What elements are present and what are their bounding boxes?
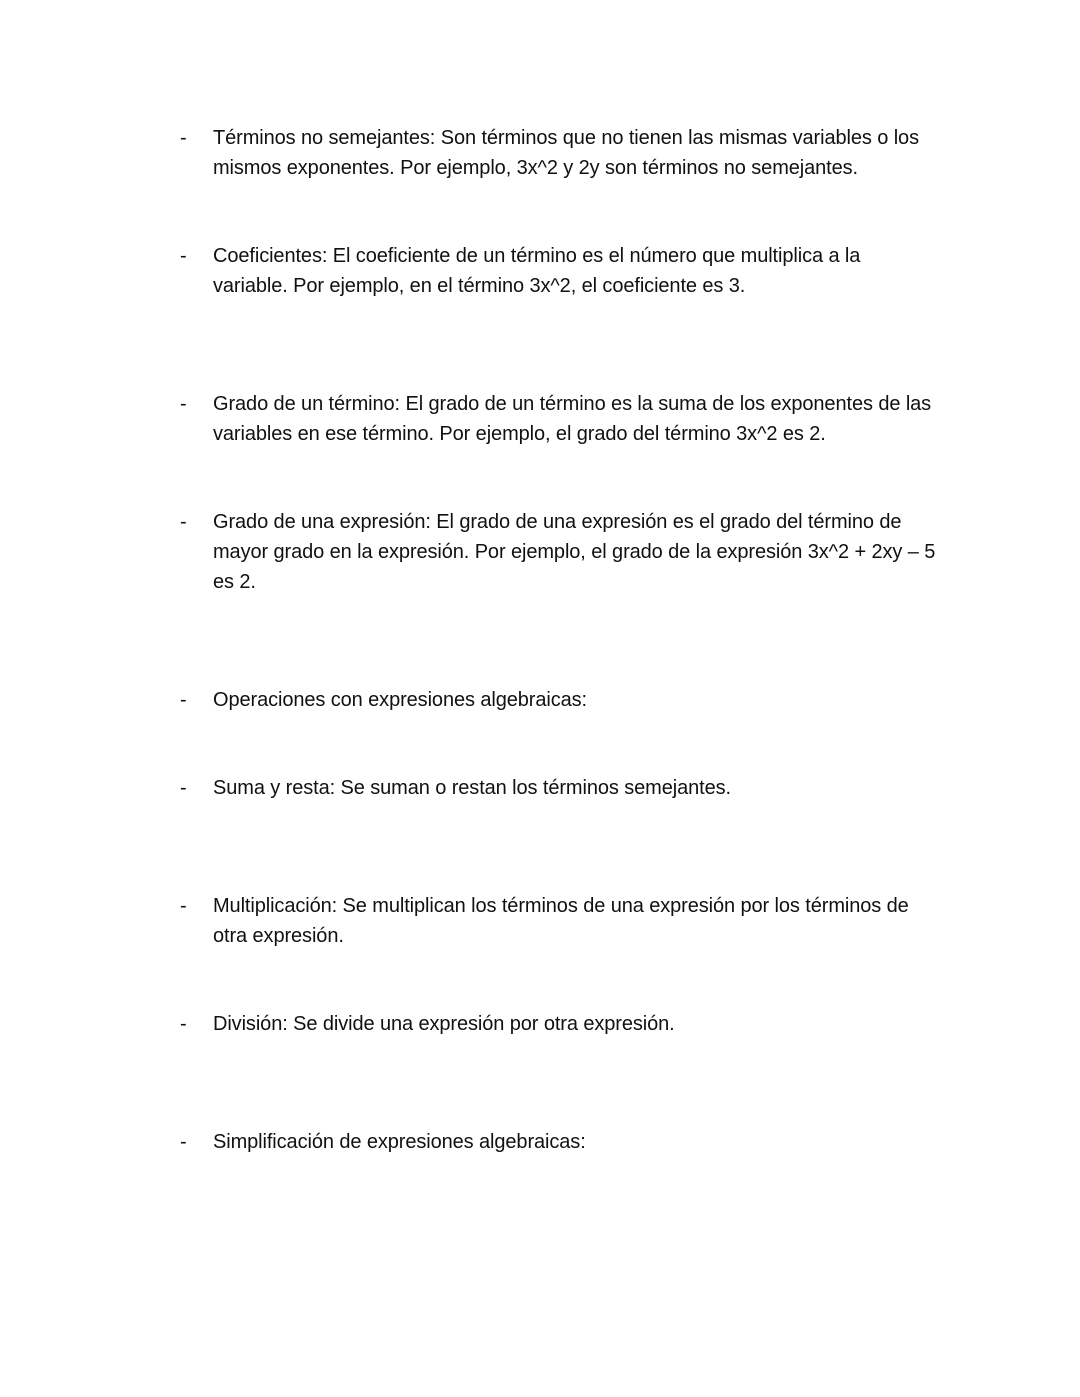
bullet-dash: - bbox=[180, 127, 187, 149]
list-item-text: Términos no semejantes: Son términos que no tienen las mismas variables o los mismos exponentes. Por ejemplo, 3x^2 y 2y son términos no semejantes. bbox=[213, 127, 919, 179]
list-item-text: Grado de un término: El grado de un término es la suma de los exponentes de las variables en ese término. Por ejemplo, el grado del término 3x^2 es 2. bbox=[213, 393, 932, 445]
list-item-text: División: Se divide una expresión por otra expresión. bbox=[213, 1013, 675, 1035]
list-item-text: Simplificación de expresiones algebraicas: bbox=[213, 1131, 586, 1153]
list-item-text: Suma y resta: Se suman o restan los términos semejantes. bbox=[213, 777, 731, 799]
list-item-suma-y-resta bbox=[180, 773, 940, 803]
list-item-terminos-no-semejantes bbox=[180, 123, 940, 183]
bullet-dash: - bbox=[180, 689, 187, 711]
list-item-division bbox=[180, 1009, 940, 1039]
bullet-dash: - bbox=[180, 1131, 187, 1153]
bullet-dash: - bbox=[180, 1013, 187, 1035]
list-item-grado-de-un-termino bbox=[180, 389, 940, 449]
bullet-dash: - bbox=[180, 393, 187, 415]
list-item-text: Operaciones con expresiones algebraicas: bbox=[213, 689, 587, 711]
list-item-grado-de-una-expresion bbox=[180, 507, 940, 597]
bullet-dash: - bbox=[180, 777, 187, 799]
list-item-text: Coeficientes: El coeficiente de un término es el número que multiplica a la variable. Por ejemplo, en el término 3x^2, el coeficiente es 3. bbox=[213, 245, 861, 297]
list-item-operaciones bbox=[180, 685, 940, 715]
list-item-multiplicacion bbox=[180, 891, 940, 951]
bullet-dash: - bbox=[180, 895, 187, 917]
bullet-dash: - bbox=[180, 511, 187, 533]
list-item-coeficientes bbox=[180, 241, 940, 301]
list-item-text: Multiplicación: Se multiplican los términos de una expresión por los términos de otra expresión. bbox=[213, 895, 909, 947]
list-item-simplificacion bbox=[180, 1127, 940, 1157]
bullet-dash: - bbox=[180, 245, 187, 267]
list-item-text: Grado de una expresión: El grado de una expresión es el grado del término de mayor grado en la expresión. Por ejemplo, el grado de la expresión 3x^2 + 2xy – 5 es 2. bbox=[213, 511, 936, 593]
